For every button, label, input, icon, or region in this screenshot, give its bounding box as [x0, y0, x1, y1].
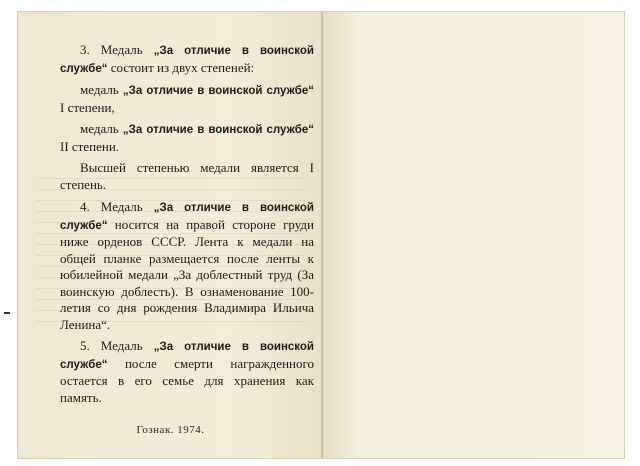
- medal-name: „За отличие в воинской службе“: [122, 85, 314, 97]
- degree-2-text: II степени.: [60, 138, 120, 154]
- degree-1-line: [60, 82, 314, 116]
- statute-text: [60, 42, 314, 411]
- paragraph-4-prefix: 4. Медаль: [80, 199, 154, 214]
- paragraph-3-text: состоит из двух степеней:: [107, 59, 255, 75]
- printer-imprint: Гознак. 1974.: [136, 424, 205, 436]
- degree-2-line: [60, 121, 314, 155]
- degree-1-prefix: медаль: [80, 82, 123, 97]
- paragraph-5: [60, 338, 314, 406]
- open-booklet: [18, 12, 624, 458]
- paragraph-4: [60, 199, 314, 333]
- left-page: [18, 12, 323, 458]
- scan-speck: [4, 312, 10, 314]
- paragraph-5-text: после смерти награжденного остается в его семье для хранения как память.: [60, 355, 314, 405]
- paragraph-4-text: носится на правой стороне груди ниже орденов СССР. Лента к медали на общей планке размещается после ленты к юбилейной медали „За доблестный труд (За воинскую доблесть). В ознаменование 100-летия со дня рождения Владимира Ильича Ленина“.: [60, 216, 314, 332]
- medal-name: „За отличие в воинской службе“: [122, 124, 314, 136]
- right-page-blank: [323, 12, 624, 458]
- highest-degree-text: Высшей степенью медали является I степень.: [60, 160, 314, 192]
- degree-2-prefix: медаль: [80, 121, 123, 136]
- paragraph-3: [60, 42, 314, 77]
- medal-name: „За отличие в воинской службе“: [60, 341, 315, 371]
- medal-name: „За отличие в воинской службе“: [60, 45, 315, 75]
- degree-1-text: I степени,: [60, 99, 115, 115]
- medal-name: „За отличие в воинской службе“: [60, 202, 315, 232]
- paragraph-5-prefix: 5. Медаль: [80, 338, 154, 353]
- highest-degree-line: [60, 160, 314, 194]
- paragraph-3-prefix: 3. Медаль: [80, 42, 154, 57]
